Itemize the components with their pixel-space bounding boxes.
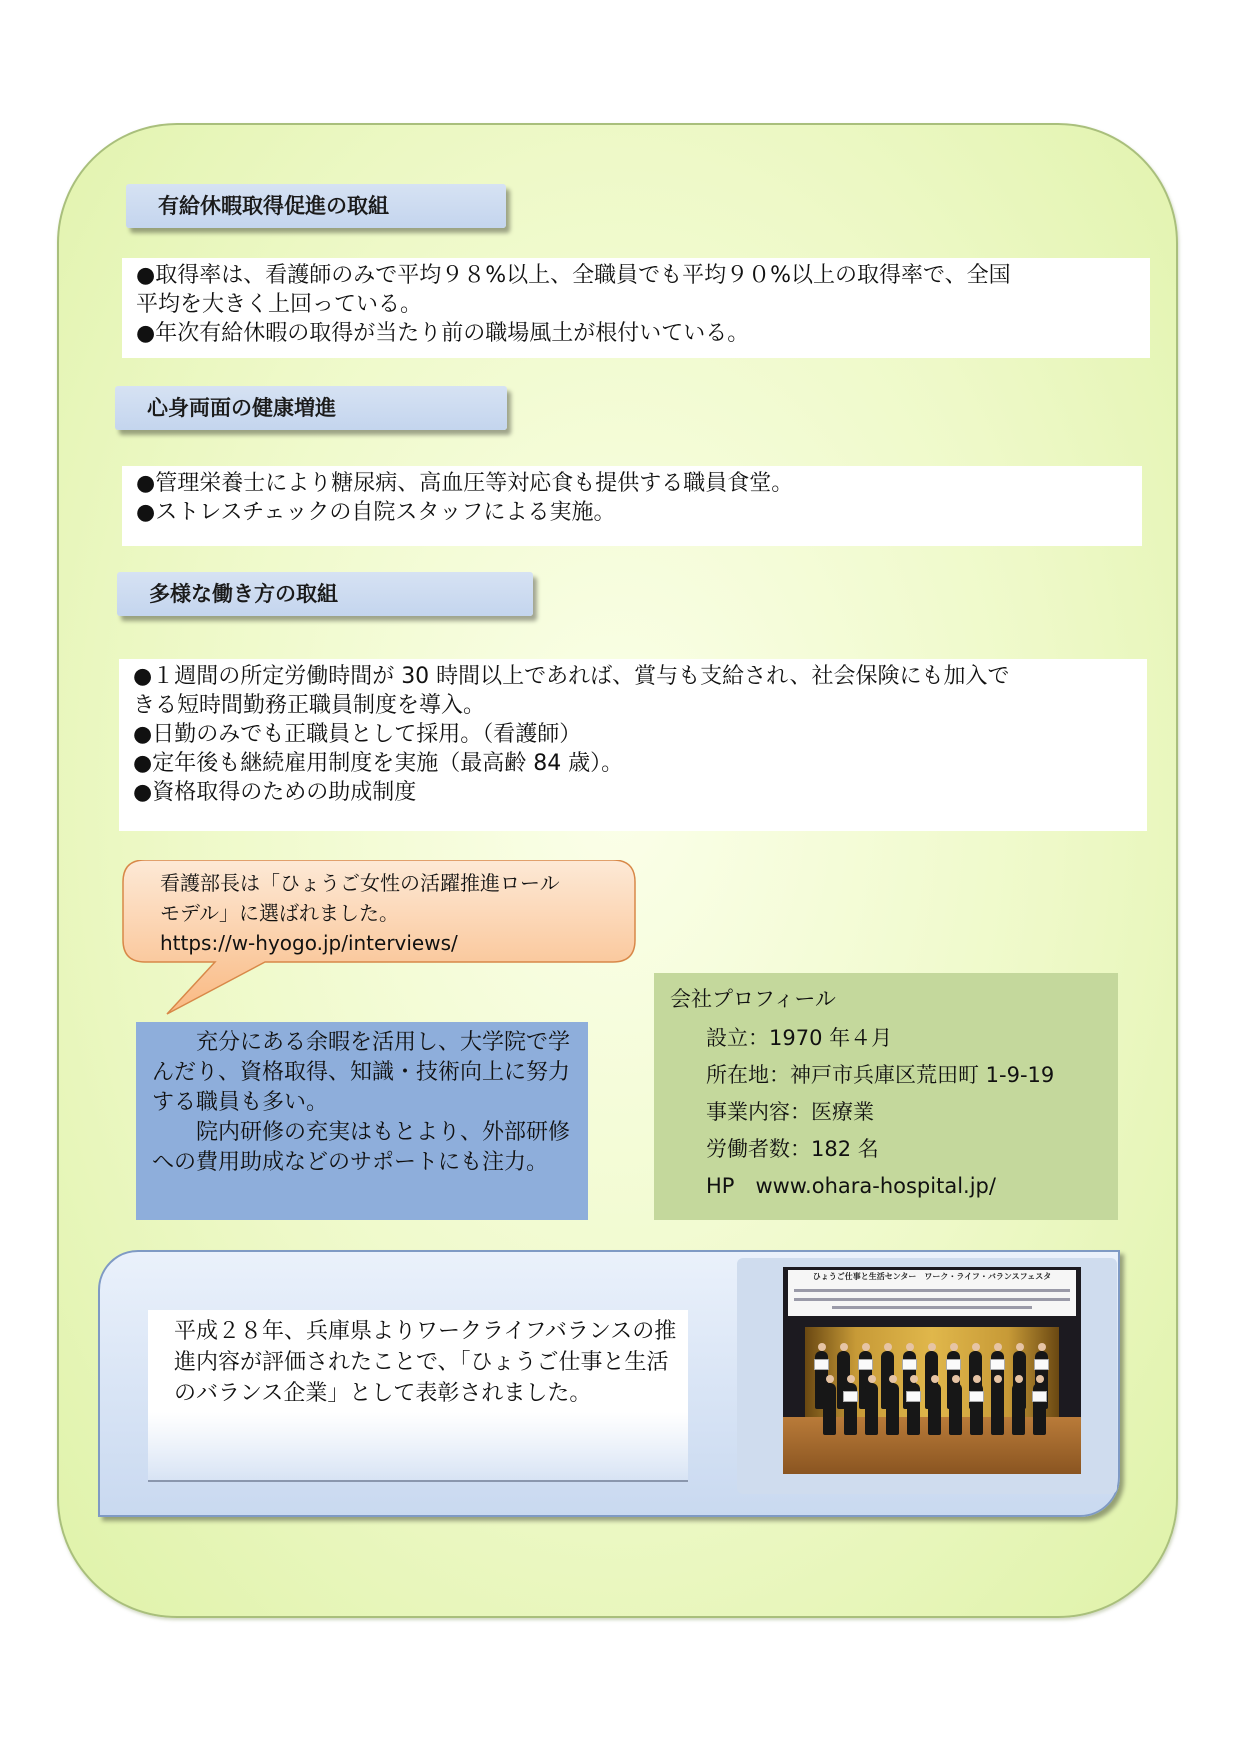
photo-person-head [868, 1375, 876, 1383]
photo-person [823, 1383, 836, 1435]
photo-banner-line [832, 1306, 1032, 1309]
photo-person [865, 1383, 878, 1435]
work-styles-line-2: きる短時間勤務正職員制度を導入。 [133, 693, 486, 718]
work-styles-line-1: ●１週間の所定労働時間が 30 時間以上であれば、賞与も支給され、社会保険にも加入で [133, 664, 1010, 689]
paid-leave-line-3: ●年次有給休暇の取得が当たり前の職場風土が根付いている。 [136, 321, 750, 346]
photo-person-head [931, 1375, 939, 1383]
photo-certificate [969, 1391, 984, 1402]
photo-person-head [906, 1343, 914, 1351]
photo-certificate [906, 1391, 921, 1402]
photo-person [991, 1383, 1004, 1435]
photo-person [928, 1383, 941, 1435]
photo-person-head [884, 1343, 892, 1351]
photo-certificate [902, 1359, 917, 1370]
photo-banner-title: ひょうご仕事と生活センター ワーク・ライフ・バランスフェスタ [812, 1272, 1052, 1281]
photo-certificate [990, 1359, 1005, 1370]
photo-person-head [840, 1343, 848, 1351]
photo-person-head [910, 1375, 918, 1383]
photo-certificate [814, 1359, 829, 1370]
photo-person-head [994, 1343, 1002, 1351]
photo-person [1012, 1383, 1025, 1435]
photo-person [886, 1383, 899, 1435]
photo-person-head [928, 1343, 936, 1351]
profile-founded: 設立：1970 年４月 [706, 1026, 893, 1050]
callout-url: https://w-hyogo.jp/interviews/ [160, 931, 458, 955]
work-styles-line-5: ●資格取得のための助成制度 [133, 780, 417, 805]
photo-certificate [1034, 1359, 1049, 1370]
health-text-box [122, 466, 1142, 546]
study-note-box [136, 1022, 588, 1220]
photo-person-head [889, 1375, 897, 1383]
photo-banner-line [794, 1289, 1070, 1292]
section-header-health: 心身両面の健康増進 [115, 386, 507, 430]
photo-person-head [952, 1375, 960, 1383]
work-styles-line-3: ●日勤のみでも正職員として採用。（看護師） [133, 722, 582, 747]
photo-person-head [818, 1343, 826, 1351]
award-text [148, 1310, 688, 1482]
profile-title: 会社プロフィール [670, 987, 836, 1011]
photo-person-head [826, 1375, 834, 1383]
photo-person-head [1038, 1343, 1046, 1351]
profile-employees: 労働者数：182 名 [706, 1137, 879, 1161]
photo-person-head [994, 1375, 1002, 1383]
work-styles-line-4: ●定年後も継続雇用制度を実施（最高齢 84 歳）。 [133, 751, 624, 776]
work-styles-text-box [119, 659, 1147, 831]
paid-leave-line-2: 平均を大きく上回っている。 [136, 292, 423, 317]
photo-banner [788, 1270, 1076, 1316]
photo-certificate [843, 1391, 858, 1402]
photo-person-head [1036, 1375, 1044, 1383]
photo-person-head [1015, 1375, 1023, 1383]
photo-certificate [858, 1359, 873, 1370]
profile-business: 事業内容：医療業 [706, 1100, 874, 1124]
photo-person-head [972, 1343, 980, 1351]
photo-person-head [847, 1375, 855, 1383]
health-line-2: ●ストレスチェックの自院スタッフによる実施。 [136, 500, 616, 525]
company-profile-box [654, 973, 1118, 1220]
award-ceremony-photo [783, 1267, 1081, 1474]
photo-person-head [862, 1343, 870, 1351]
health-line-1: ●管理栄養士により糖尿病、高血圧等対応食も提供する職員食堂。 [136, 471, 794, 496]
photo-person-head [950, 1343, 958, 1351]
photo-banner-line [794, 1298, 1070, 1301]
photo-person-head [973, 1375, 981, 1383]
callout-text [160, 868, 620, 958]
profile-homepage: HP www.ohara-hospital.jp/ [706, 1174, 996, 1198]
award-description: 平成２８年、兵庫県よりワークライフバランスの推進内容が評価されたことで、「ひょうご仕事と生活のバランス企業」として表彰されました。 [174, 1319, 677, 1406]
photo-certificate [946, 1359, 961, 1370]
photo-person-head [1016, 1343, 1024, 1351]
study-note-paragraph-2: 院内研修の充実はもとより、外部研修への費用助成などのサポートにも注力。 [152, 1120, 571, 1175]
photo-person [949, 1383, 962, 1435]
profile-address: 所在地：神戸市兵庫区荒田町 1-9-19 [706, 1063, 1055, 1087]
paid-leave-line-1: ●取得率は、看護師のみで平均９８%以上、全職員でも平均９０%以上の取得率で、全国 [136, 263, 1011, 288]
paid-leave-text-box [122, 258, 1150, 358]
callout-line-1: 看護部長は「ひょうご女性の活躍推進ロール [160, 871, 560, 895]
callout-line-2: モデル」に選ばれました。 [160, 901, 399, 925]
photo-certificate [1032, 1391, 1047, 1402]
study-note-paragraph-1: 充分にある余暇を活用し、大学院で学んだり、資格取得、知識・技術向上に努力する職員も多い。 [152, 1030, 571, 1115]
section-header-work-styles: 多様な働き方の取組 [117, 572, 533, 616]
section-header-paid-leave: 有給休暇取得促進の取組 [126, 184, 506, 228]
